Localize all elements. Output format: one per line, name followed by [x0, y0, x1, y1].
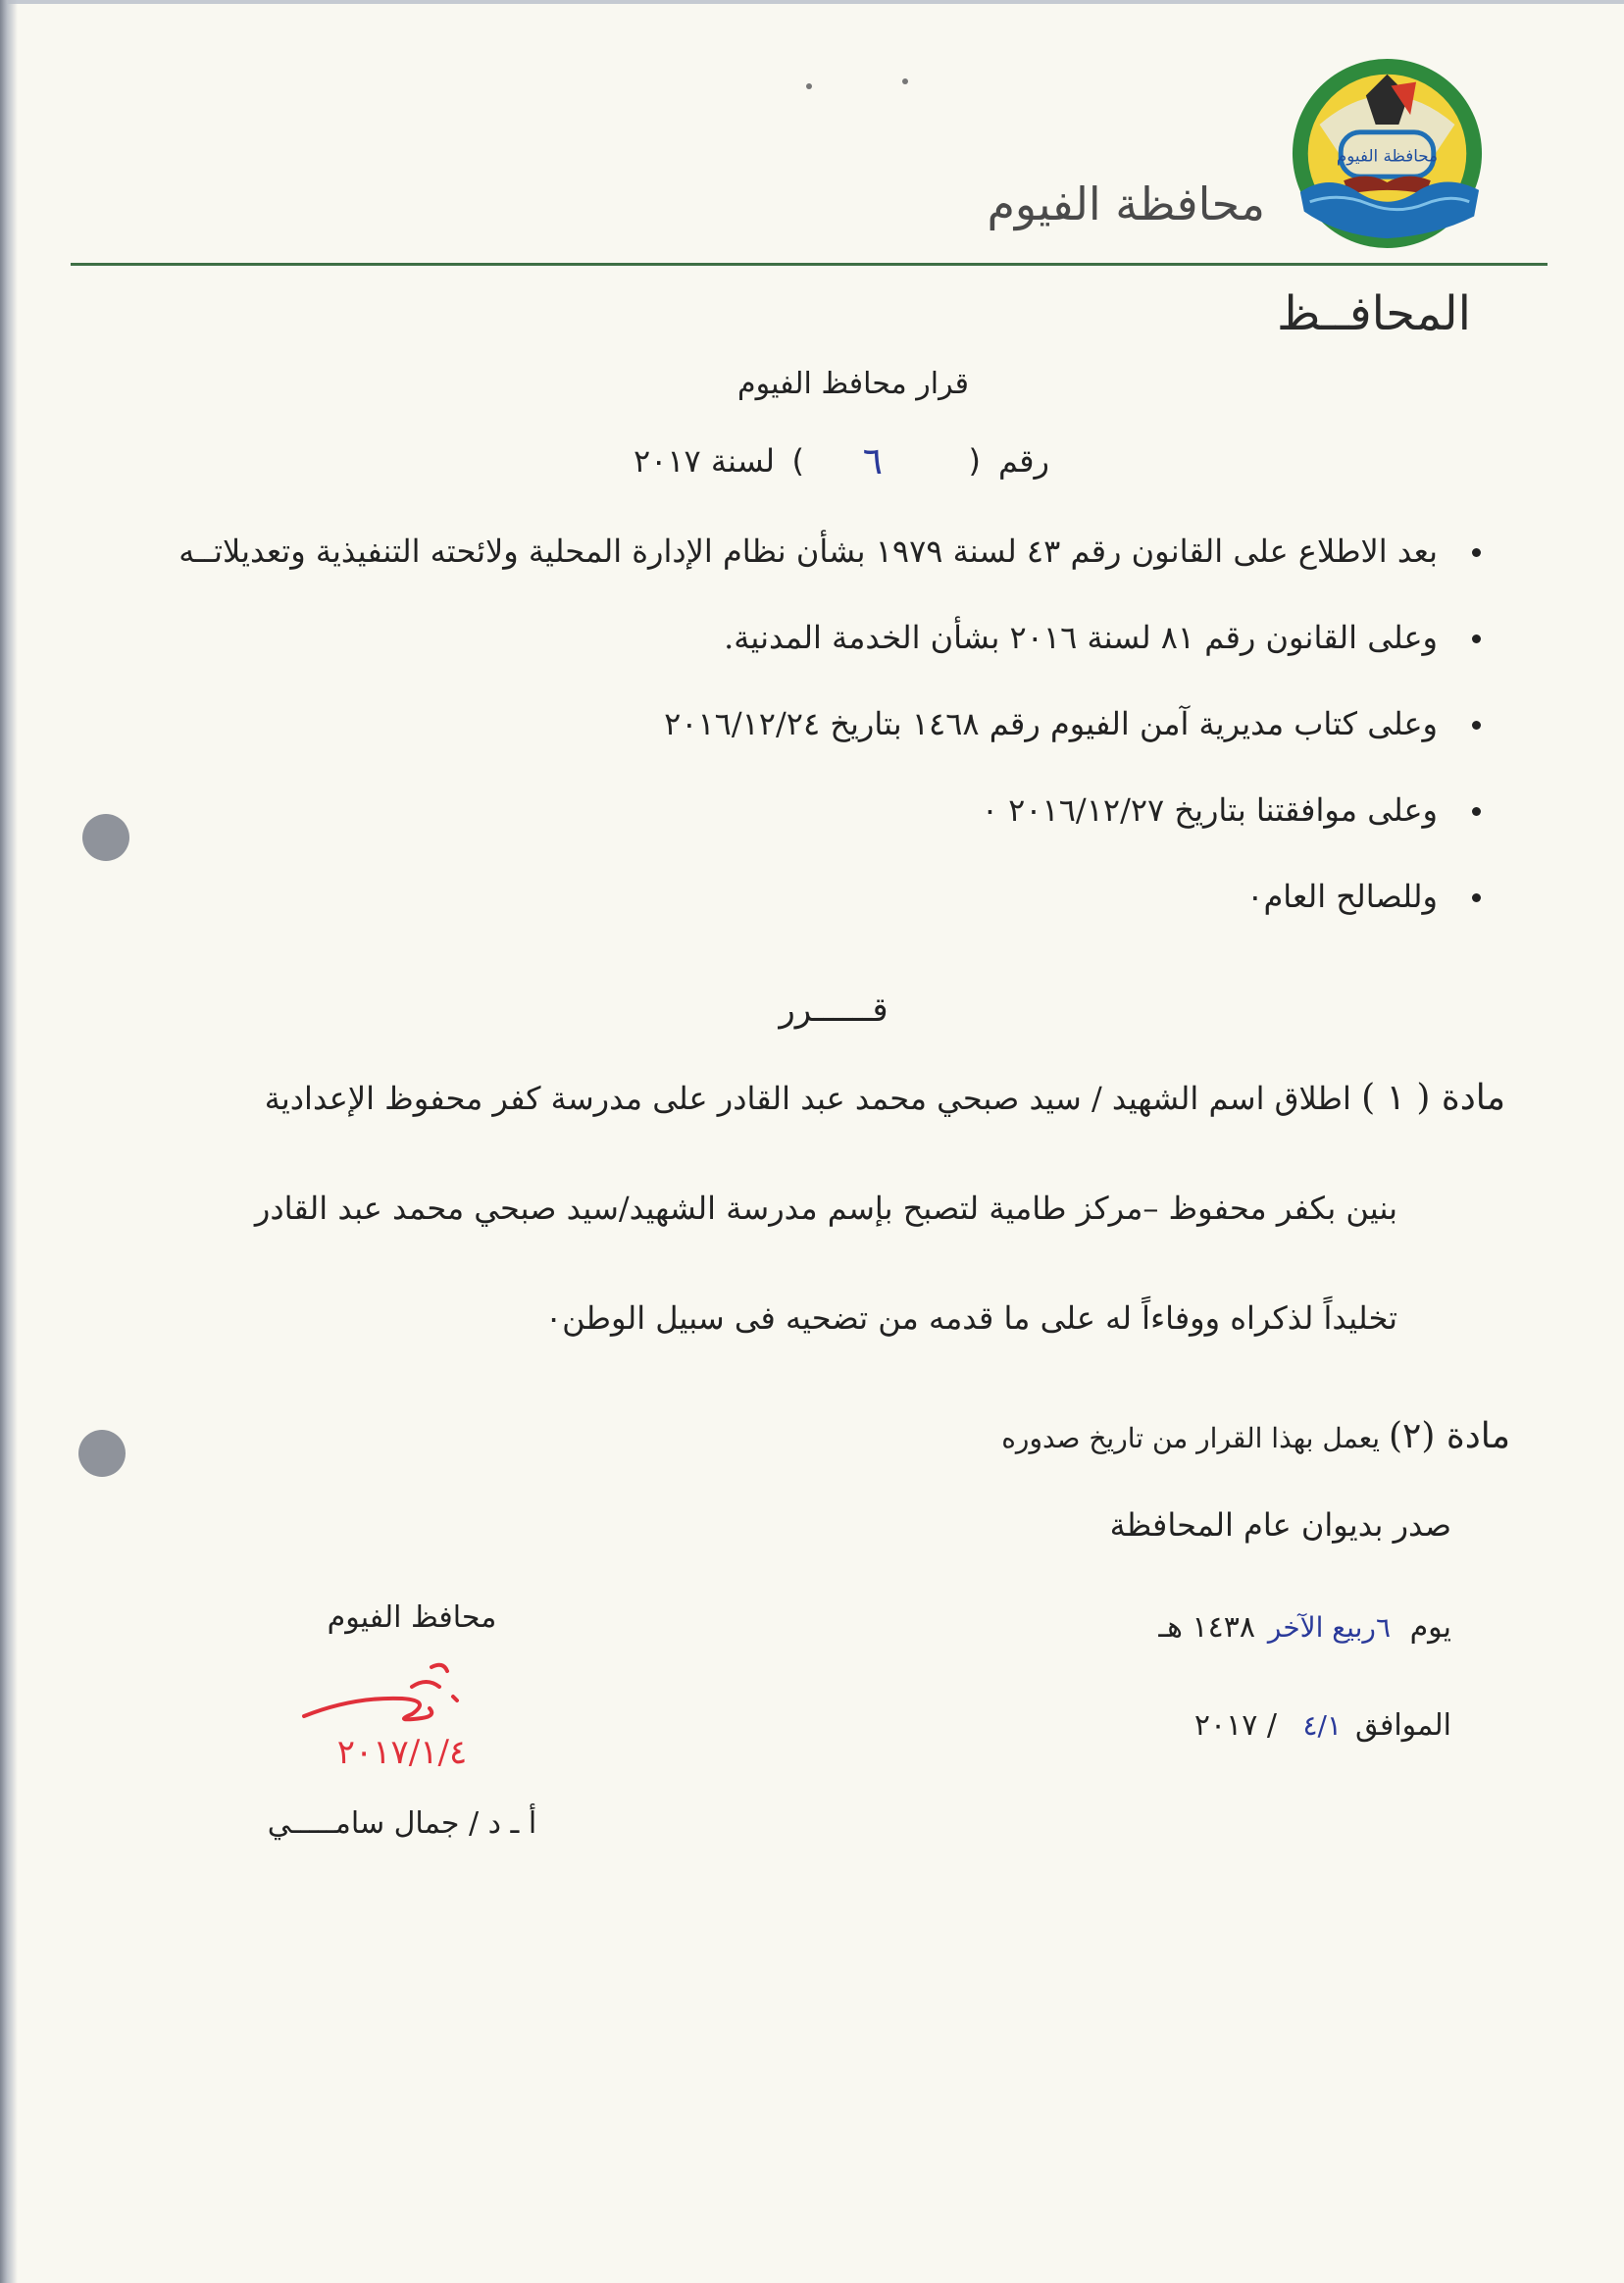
office-title: المحافــظ: [1277, 286, 1471, 341]
logo-label: محافظة الفيوم: [1336, 145, 1439, 166]
gregorian-date-line: [1118, 1687, 1451, 1765]
preamble-item: [147, 865, 1481, 951]
scan-speck: [902, 78, 908, 84]
preamble-item: [147, 692, 1481, 779]
bullet-icon: [1472, 548, 1481, 557]
article-2-label: مادة (٢): [1388, 1416, 1510, 1456]
article-1-text: بنين بكفر محفوظ –مركز طامية لتصبح بإسم مدرسة الشهيد/سيد صبحي محمد عبد القادر: [254, 1190, 1397, 1227]
issued-at: صدر بديوان عام المحافظة: [1109, 1506, 1451, 1544]
punch-hole: [78, 1430, 126, 1477]
article-1: [191, 1064, 1505, 1394]
paren-open: (: [968, 442, 981, 480]
article-2: [883, 1402, 1510, 1471]
signature-date: ٢٠١٧/١/٤: [336, 1733, 468, 1772]
governorate-name: محافظة الفيوم: [987, 178, 1265, 230]
preamble-text: وعلى القانون رقم ٨١ لسنة ٢٠١٦ بشأن الخدمة المدنية.: [724, 619, 1438, 656]
punch-hole: [82, 814, 129, 861]
hijri-year: ١٤٣٨ هـ: [1158, 1610, 1255, 1645]
day-label: يوم: [1409, 1610, 1451, 1645]
header-divider: [71, 263, 1548, 266]
gregorian-handwritten-date: ٤/١: [1302, 1709, 1342, 1742]
preamble-text: وعلى موافقتنا بتاريخ ٢٠١٦/١٢/٢٧ ٠: [981, 791, 1438, 829]
preamble-list: [147, 520, 1481, 951]
gregorian-year: / ٢٠١٧: [1193, 1708, 1277, 1743]
signature-title: محافظ الفيوم: [327, 1600, 497, 1635]
signatory-name: أ ـ د / جمال سامـــــي: [267, 1806, 537, 1841]
scan-left-shadow: [0, 0, 18, 2283]
number-label: رقم: [997, 442, 1049, 480]
bullet-icon: [1472, 807, 1481, 816]
hijri-date-line: [1079, 1589, 1451, 1667]
corresponding-label: الموافق: [1354, 1708, 1451, 1743]
handwritten-signature: [265, 1657, 559, 1785]
preamble-item: [147, 606, 1481, 692]
preamble-item: [147, 779, 1481, 865]
article-1-line: [191, 1174, 1505, 1284]
article-1-label: مادة ( ١ ): [1361, 1078, 1505, 1118]
decision-heading: قرار محافظ الفيوم: [737, 367, 969, 401]
preamble-item: [147, 520, 1481, 606]
decision-number-line: رقم ( ٦ ) لسنة ٢٠١٧: [549, 431, 1098, 490]
governorate-logo: [1291, 57, 1484, 250]
bullet-icon: [1472, 634, 1481, 643]
hijri-handwritten-date: ٦ربيع الآخر: [1267, 1611, 1391, 1644]
article-1-text: اطلاق اسم الشهيد / سيد صبحي محمد عبد القادر على مدرسة كفر محفوظ الإعدادية: [264, 1080, 1351, 1117]
article-1-line: [191, 1284, 1505, 1394]
article-1-text: تخليداً لذكراه ووفاءاً له على ما قدمه من تضحيه فى سبيل الوطن٠: [544, 1299, 1397, 1337]
decision-year: لسنة ٢٠١٧: [633, 442, 775, 480]
scan-top-edge: [0, 0, 1624, 4]
article-1-line: [191, 1064, 1505, 1174]
scan-speck: [806, 83, 812, 89]
preamble-text: وللصالح العام٠: [1246, 878, 1438, 915]
preamble-text: بعد الاطلاع على القانون رقم ٤٣ لسنة ١٩٧٩ بشأن نظام الإدارة المحلية ولائحته التنفيذية وتعديلاتــه: [178, 533, 1438, 570]
decided-heading: قــــــرر: [779, 990, 888, 1030]
article-2-text: يعمل بهذا القرار من تاريخ صدوره: [1001, 1422, 1381, 1454]
bullet-icon: [1472, 893, 1481, 902]
bullet-icon: [1472, 721, 1481, 730]
preamble-text: وعلى كتاب مديرية آمن الفيوم رقم ١٤٦٨ بتاريخ ٢٠١٦/١٢/٢٤: [664, 705, 1438, 742]
decision-number: ٦: [862, 439, 883, 482]
